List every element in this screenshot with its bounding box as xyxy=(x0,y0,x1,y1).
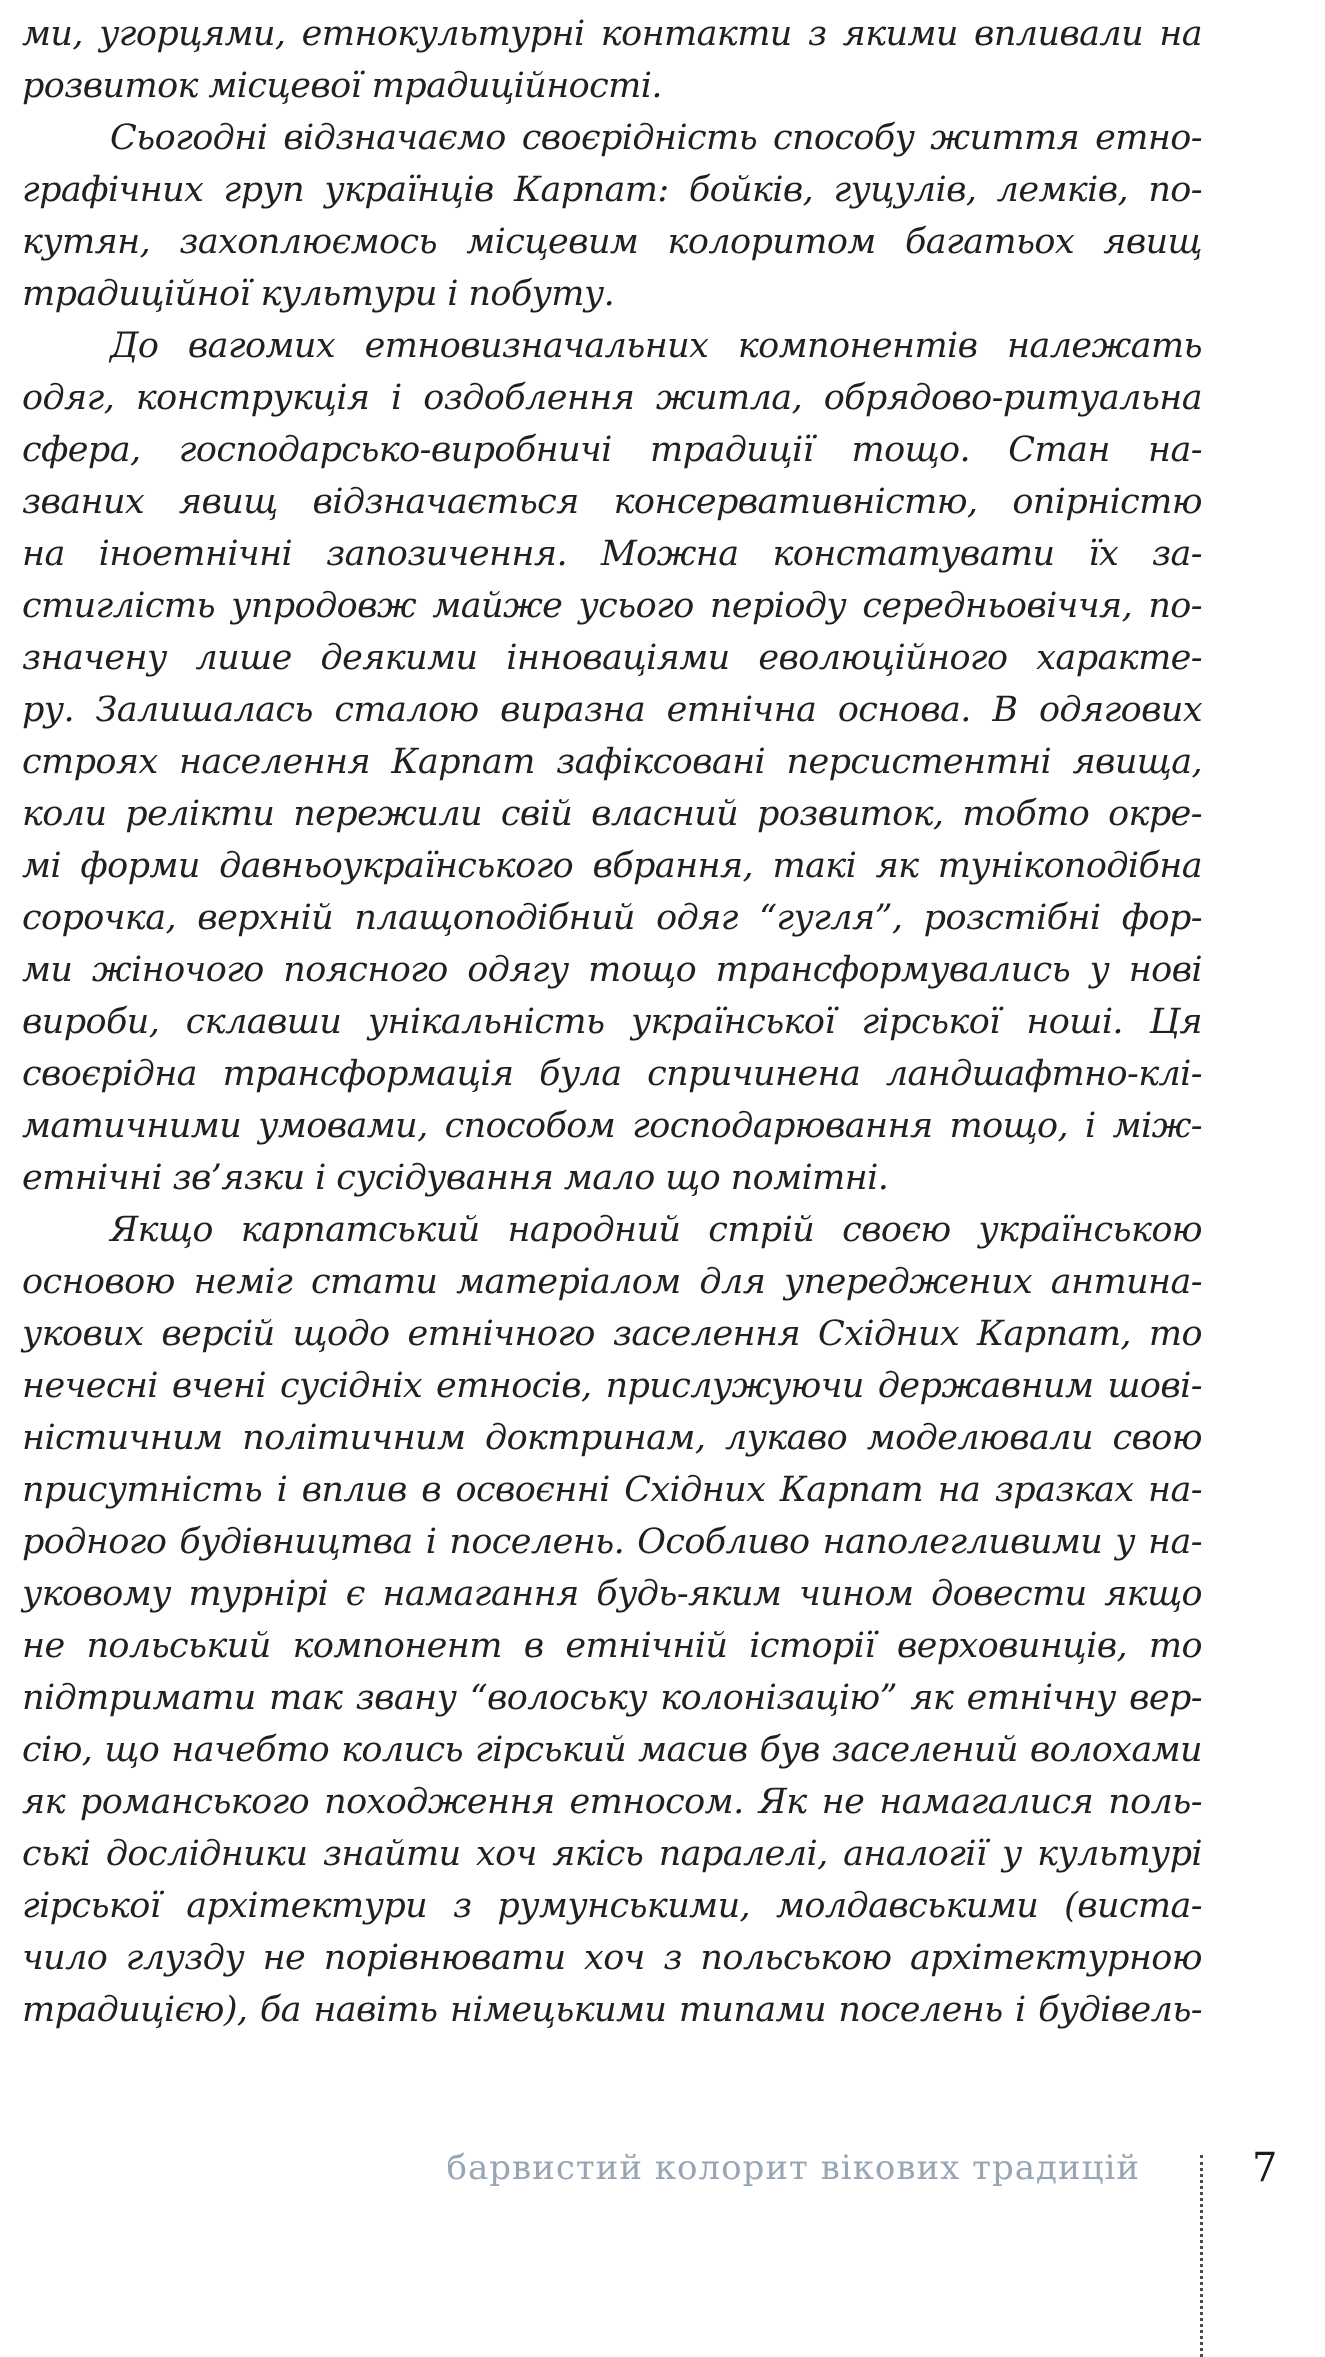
text-line: присутність і вплив в освоєнні Східних Карпат на зразках на- xyxy=(22,1470,1202,1510)
body-text xyxy=(22,8,1202,2036)
text-line: сорочка, верхній плащоподібний одяг “гугля”, розстібні фор- xyxy=(22,898,1202,938)
text-line: традицією), ба навіть німецькими типами поселень і будівель- xyxy=(22,1990,1202,2030)
text-line: етнічні зв’язки і сусідування мало що помітні. xyxy=(22,1158,889,1198)
text-line: ністичним політичним доктринам, лукаво моделювали свою xyxy=(22,1418,1202,1458)
text-line: як романського походження етносом. Як не намагалися поль- xyxy=(22,1782,1202,1822)
text-line: ру. Залишалась сталою виразна етнічна основа. В одягових xyxy=(22,690,1202,730)
text-line: розвиток місцевої традиційності. xyxy=(22,66,662,106)
text-line: нечесні вчені сусідніх етносів, прислужуючи державним шові- xyxy=(22,1366,1202,1406)
text-line: традиційної культури і побуту. xyxy=(22,274,615,314)
text-line: ми, угорцями, етнокультурні контакти з якими впливали на xyxy=(22,14,1202,54)
text-line: Якщо карпатський народний стрій своєю українською xyxy=(110,1210,1202,1250)
text-line: уковому турнірі є намагання будь-яким чином довести якщо xyxy=(22,1574,1202,1614)
text-line: вироби, склавши унікальність української гірської ноші. Ця xyxy=(22,1002,1202,1042)
text-line: строях населення Карпат зафіксовані персистентні явища, xyxy=(22,742,1202,782)
text-line: підтримати так звану “волоську колонізацію” як етнічну вер- xyxy=(22,1678,1202,1718)
text-line: чило глузду не порівнювати хоч з польською архітектурною xyxy=(22,1938,1202,1978)
text-line: на іноетнічні запозичення. Можна констатувати їх за- xyxy=(22,534,1202,574)
text-line: значену лише деякими інноваціями еволюційного характе- xyxy=(22,638,1202,678)
text-line: своєрідна трансформація була спричинена ландшафтно-клі- xyxy=(22,1054,1202,1094)
text-line: укових версій щодо етнічного заселення Східних Карпат, то xyxy=(22,1314,1202,1354)
text-line: мі форми давньоукраїнського вбрання, такі як тунікоподібна xyxy=(22,846,1202,886)
text-line: сфера, господарсько-виробничі традиції тощо. Стан на- xyxy=(22,430,1202,470)
page-number: 7 xyxy=(1252,2145,1278,2191)
text-line: не польський компонент в етнічній історії верховинців, то xyxy=(22,1626,1202,1666)
text-line: ми жіночого поясного одягу тощо трансформувались у нові xyxy=(22,950,1202,990)
text-line: одяг, конструкція і оздоблення житла, обрядово-ритуальна xyxy=(22,378,1202,418)
running-title: барвистий колорит вікових традицій xyxy=(446,2148,1140,2188)
text-line: коли релікти пережили свій власний розвиток, тобто окре- xyxy=(22,794,1202,834)
text-line: стиглість упродовж майже усього періоду середньовіччя, по- xyxy=(22,586,1202,626)
text-line: ські дослідники знайти хоч якісь паралелі, аналогії у культурі xyxy=(22,1834,1202,1874)
text-line: До вагомих етновизначальних компонентів належать xyxy=(110,326,1202,366)
dotted-divider xyxy=(1200,2155,1203,2357)
text-line: Сьогодні відзначаємо своєрідність способу життя етно- xyxy=(110,118,1202,158)
text-line: матичними умовами, способом господарювання тощо, і між- xyxy=(22,1106,1202,1146)
text-line: кутян, захоплюємось місцевим колоритом багатьох явищ xyxy=(22,222,1202,262)
text-line: гірської архітектури з румунськими, молдавськими (виста- xyxy=(22,1886,1202,1926)
text-line: сію, що начебто колись гірський масив був заселений волохами xyxy=(22,1730,1202,1770)
text-line: основою неміг стати матеріалом для упереджених антина- xyxy=(22,1262,1202,1302)
text-line: родного будівництва і поселень. Особливо наполегливими у на- xyxy=(22,1522,1202,1562)
text-line: графічних груп українців Карпат: бойків, гуцулів, лемків, по- xyxy=(22,170,1202,210)
text-line: званих явищ відзначається консервативністю, опірністю xyxy=(22,482,1202,522)
